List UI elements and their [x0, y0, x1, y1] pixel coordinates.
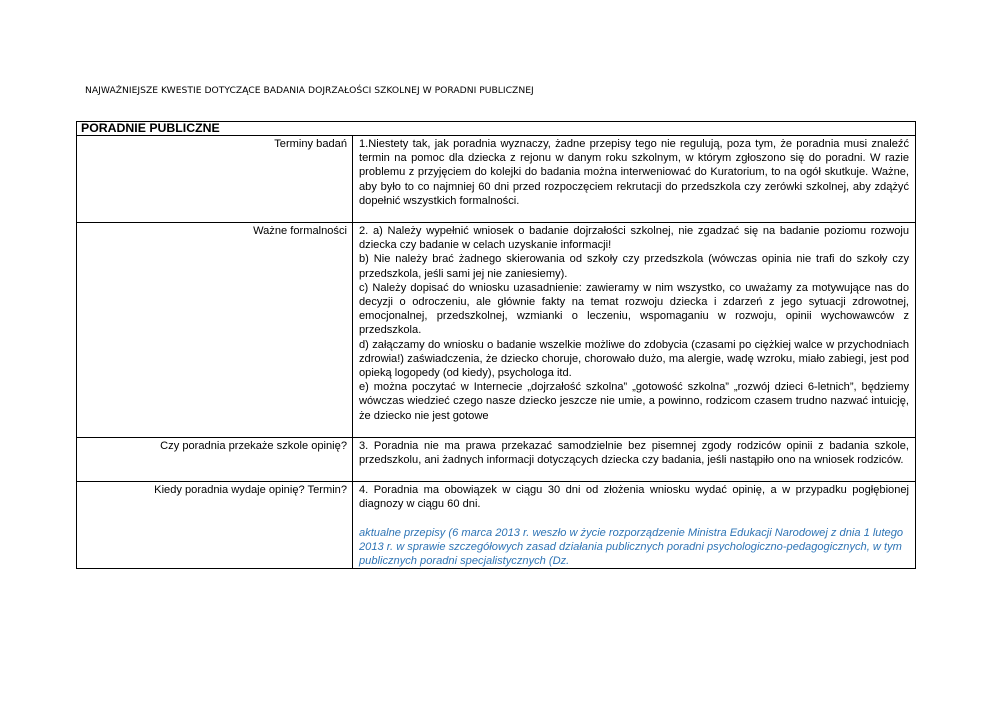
info-table	[76, 121, 916, 569]
table-header-row	[77, 122, 916, 136]
row-label	[77, 223, 353, 438]
table-row	[77, 136, 916, 223]
row-content	[353, 136, 916, 223]
row-label	[77, 437, 353, 481]
table-row	[77, 437, 916, 481]
paragraph: 4. Poradnia ma obowiązek w ciągu 30 dni od złożenia wniosku wydać opinię, a w przypadku pogłębionej diagnozy w ciągu 60 dni.	[359, 484, 910, 511]
row-label	[77, 136, 353, 223]
paragraph: e) można poczytać w Internecie „dojrzałość szkolna” „gotowość szkolna” „rozwój dzieci 6-letnich”, będziemy wówczas wiedzieć czego nasze dziecko jeszcze nie umie, a powinno, rodzicom czasem trudno nazwać intuicję, że dziecko nie jest gotowe	[359, 381, 910, 422]
row-content	[353, 437, 916, 481]
paragraph: b) Nie należy brać żadnego skierowania od szkoły czy przedszkola (wówczas opinia nie trafi do szkoły czy przedszkola, jeśli sami jej nie zaniesiemy).	[359, 253, 910, 280]
table-row	[77, 223, 916, 438]
row-label-text: Kiedy poradnia wydaje opinię? Termin?	[154, 484, 347, 497]
paragraph: 1.Niestety tak, jak poradnia wyznaczy, żadne przepisy tego nie regulują, poza tym, że poradnia musi znaleźć termin na pomoc dla dziecka z rejonu w danym roku szkolnym, w którym zgłoszono się do poradni. W razie problemu z przyjęciem do kolejki do badania można interweniować do Kuratorium, to na ogół skutkuje. Ważne, aby było to co najmniej 60 dni przed rozpoczęciem rekrutacji do przedszkola czy zerówki szkolnej, aby zdążyć dopełnić wszystkich formalności.	[359, 138, 910, 207]
regulation-note: aktualne przepisy (6 marca 2013 r. weszło w życie rozporządzenie Ministra Edukacji Narodowej z dnia 1 lutego 2013 r. w sprawie szczegółowych zasad działania publicznych poradni psychologiczno-pedagogicznych, w tym publicznych poradni specjalistycznych (Dz.	[359, 526, 904, 568]
paragraph: c) Należy dopisać do wniosku uzasadnienie: zawieramy w nim wszystko, co uważamy za motywujące nas do decyzji o odroczeniu, ale głównie fakty na temat rozwoju dziecka i zdarzeń z jego sytuacji zdrowotnej, emocjonalnej, przedszkolnej, wzmianki o leczeniu, wspomaganiu w rozwoju, opinii wychowawców z przedszkola.	[359, 281, 910, 337]
row-label-text: Czy poradnia przekaże szkole opinię?	[160, 439, 347, 452]
paragraph: d) załączamy do wniosku o badanie wszelkie możliwe do zdobycia (czasami po ciężkiej walce w przychodniach zdrowia!) zaświadczenia, że dziecko choruje, chorowało dużo, ma alergie, wadę wzroku, miało zabiegi, jest pod opieką logopedy (od kiedy), psychologa itd.	[359, 338, 910, 380]
table-row	[77, 482, 916, 569]
row-label-text: Ważne formalności	[253, 225, 347, 238]
row-label-text: Terminy badań	[274, 138, 347, 150]
row-label	[77, 482, 353, 569]
row-content	[353, 223, 916, 438]
paragraph: 2. a) Należy wypełnić wniosek o badanie dojrzałości szkolnej, nie zgadzać się na badanie poziomu rozwoju dziecka czy badanie w celach uzyskanie informacji!	[359, 225, 910, 252]
row-content	[353, 482, 916, 569]
table-header: PORADNIE PUBLICZNE	[77, 122, 916, 136]
document-title: NAJWAŻNIEJSZE KWESTIE DOTYCZĄCE BADANIA DOJRZAŁOŚCI SZKOLNEJ W PORADNI PUBLICZNEJ	[85, 85, 534, 96]
paragraph: 3. Poradnia nie ma prawa przekazać samodzielnie bez pisemnej zgody rodziców opinii z badania szkole, przedszkolu, ani żadnych informacji dotyczących dziecka czy badania, jeśli nastąpiło ono na wniosek rodziców.	[359, 439, 910, 467]
